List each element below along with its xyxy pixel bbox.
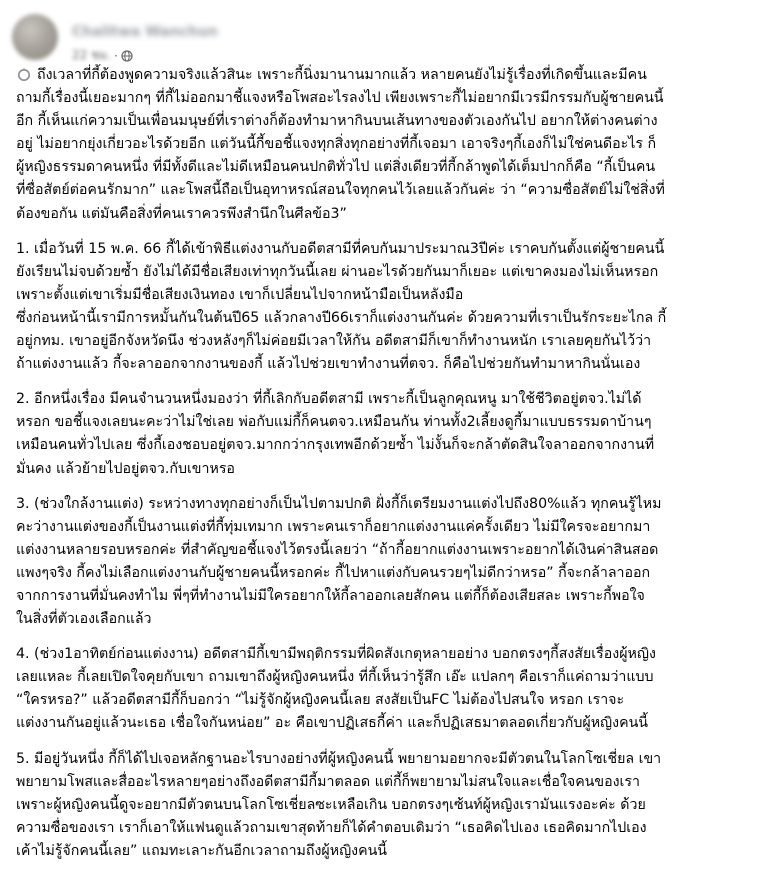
post-body xyxy=(16,64,748,875)
post-time[interactable]: 22 ชม. xyxy=(72,48,111,62)
post-line: 1. เมื่อวันที่ 15 พ.ค. 66 กี้ได้เข้าพิธีแต่งงานกับอดีตสามีที่คบกันมาประมาณ3ปีค่ะ เราคบกันตั้งแต่ผู้ชายคนนี้ xyxy=(16,240,665,257)
author-name[interactable]: Chalitwa Wanchun xyxy=(72,24,218,40)
post-meta xyxy=(72,46,133,65)
post-line: อยู่กทม. เขาอยู่อีกจังหวัดนึง ช่วงหลังๆก็ไม่ค่อยมีเวลาให้กัน อดีตสามีก็เขาก็ทำงานหนัก เราเลยคุยกันไว้ว่า xyxy=(16,333,652,350)
post-line: ที่ซื่อสัตย์ต่อคนรักมาก” และโพสนี้ถือเป็นอุทาหรณ์สอนใจทุกคนไว้เลยแล้วกันค่ะ ว่า “ความซื่อสัตย์ไม่ใช่สิ่งที่ xyxy=(16,182,665,199)
post-paragraph-3 xyxy=(16,493,748,632)
post-line: ผู้หญิงธรรมดาคนหนึ่ง ที่มีทั้งดีและไม่ดีเหมือนคนปกติทั่วไป แต่สิ่งเดียวที่กี้กล้าพูดได้เต็มปากก็คือ “กี้เป็นคน xyxy=(16,159,656,176)
post-line: แพงๆจริง กี้คงไม่เลือกแต่งงานกับผู้ชายคนนี้หรอกค่ะ กี้ไปหาแต่งกับคนรวยๆไม่ดีกว่าหรอ” กี้จะกล้าลาออก xyxy=(16,564,651,581)
post-line: หรอก ขอชี้แจงเลยนะคะว่าไม่ใช่เลย พ่อกับแม่กี้ก็คนตจว.เหมือนกัน ท่านทั้ง2เลี้ยงดูกี้มาแบบธรรมดาบ้านๆ xyxy=(16,414,652,431)
post-paragraph-intro xyxy=(16,64,748,226)
globe-icon[interactable] xyxy=(121,50,133,62)
post-line: เหมือนคนทั่วไปเลย ซึ่งกี้เองชอบอยู่ตจว.มากกว่ากรุงเทพอีกด้วยซ้ำ ไม่งั้นก็จะกล้าตัดสินใจลาออกจากงานที่ xyxy=(16,437,655,454)
post-line: เพราะตั้งแต่เขาเริ่มมีชื่อเสียงเงินทอง เขาก็เปลี่ยนไปจากหน้ามือเป็นหลังมือ xyxy=(16,286,464,303)
post-line: “ใครหรอ?” แล้วอดีตสามีกี้ก็บอกว่า “ไม่รู้จักผู้หญิงคนนี้เลย สงสัยเป็นFC ไม่ต้องไปสนใจ หรอก เราจะ xyxy=(16,692,625,709)
post-line: เพราะผู้หญิงคนนี้ดูจะอยากมีตัวตนบนโลกโซเชี่ยลซะเหลือเกิน บอกตรงๆเซ้นท์ผู้หญิงเรามันแรงอะค่ะ ด้วย xyxy=(16,796,646,813)
post-line: มั่นคง แล้วย้ายไปอยู่ตจว.กับเขาหรอ xyxy=(16,460,235,477)
post-line: จากการงานที่มั่นคงทำไม พี่ๆที่ทำงานไม่มีใครอยากให้กี้ลาออกเลยสักคน แต่กี้ก็ต้องเสียสละ เพราะกี้พอใจ xyxy=(16,587,645,604)
post-line: ซึ่งก่อนหน้านี้เรามีการหมั้นกันในต้นปี65 แล้วกลางปี66เราก็แต่งงานกันค่ะ ด้วยความที่เราเป็นรักระยะไกล กี้ xyxy=(16,309,667,326)
post-line: เลยแหละ กี้เลยเปิดใจคุยกับเขา ถามเขาถึงผู้หญิงคนหนึ่ง ที่กี้เห็นว่ารู้สึก เอ๊ะ แปลกๆ คือเราก็แค่ถามว่าแบบ xyxy=(16,669,654,686)
post-line: 3. (ช่วงใกล้งานแต่ง) ระหว่างทางทุกอย่างก็เป็นไปตามปกติ ฝั่งกี้ก็เตรียมงานแต่งไปถึง80%แล้ว ทุกคนรู้ไหม xyxy=(16,495,662,512)
post-line: แต่งงานหลายรอบหรอกค่ะ ที่สำคัญขอชี้แจงไว้ตรงนี้เลยว่า “ถ้ากี้อยากแต่งงานเพราะอยากได้เงินค่าสินสอด xyxy=(16,541,659,558)
post-line: ถ้าแต่งงานแล้ว กี้จะลาออกจากงานของกี้ แล้วไปช่วยเขาทำงานที่ตจว. ก็คือไปช่วยกันทำมาหากินนั่นเอง xyxy=(16,356,641,373)
meta-separator: · xyxy=(113,48,118,63)
post-paragraph-1 xyxy=(16,238,748,377)
post-paragraph-4 xyxy=(16,643,748,735)
post-line: ถึงเวลาที่กี้ต้องพูดความจริงแล้วสินะ เพราะกี้นิ่งมานานมากแล้ว หลายคนยังไม่รู้เรื่องที่เกิดขึ้นและมีคน xyxy=(16,64,748,87)
post-line: ต้องขอกัน แต่มันคือสิ่งที่คนเราควรพึงสำนึกในศีลข้อ3” xyxy=(16,205,347,222)
post-line: 5. มีอยู่วันหนึ่ง กี้ก็ได้ไปเจอหลักฐานอะไรบางอย่างที่ผู้หญิงคนนี้ พยายามอยากจะมีตัวตนในโลกโซเชี่ยล เขา xyxy=(16,750,662,767)
post-line: ถามกี้เรื่องนี้เยอะมากๆ ที่กี้ไม่ออกมาชี้แจงหรือโพสอะไรลงไป เพียงเพราะกี้ไม่อยากมีเวรมีกรรมกับผู้ชายคนนี้ xyxy=(16,90,664,107)
post-line: อยู่ ไม่อยากยุ่งเกี่ยวอะไรด้วยอีก แต่วันนี้กี้ขอชี้แจงทุกสิ่งทุกอย่างที่กี้เจอมา เอาจริงๆกี้เองก็ไม่ใช่คนดีอะไร ก็ xyxy=(16,136,657,153)
post-line: 2. อีกหนึ่งเรื่อง มีคนจำนวนหนึ่งมองว่า ที่กี้เลิกกับอดีตสามี เพราะกี้เป็นลูกคุณหนู มาใช้ชีวิตอยู่ตจว.ไม่ได้ xyxy=(16,391,642,408)
sparkle-icon xyxy=(16,66,32,82)
post-line: พยายามโพสและสื่ออะไรหลายๆอย่างถึงอดีตสามีกี้มาตลอด แต่กี้ก็พยายามไม่สนใจและเชื่อใจคนของเรา xyxy=(16,773,640,790)
post-line: อีก กี้เห็นแก่ความเป็นเพื่อนมนุษย์ที่เราต่างก็ต้องทำมาหากินบนเส้นทางของตัวเองกันไป อยากให้ต่างคนต่าง xyxy=(16,113,658,130)
post-header xyxy=(12,10,712,63)
post-line: แต่งงานกันอยู่แล้วนะเธอ เชื่อใจกันหน่อย” อะ คือเขาปฏิเสธกี้ค่า และก็ปฏิเสธมาตลอดเกี่ยวกับผู้หญิงคนนี้ xyxy=(16,715,648,732)
post-line: เค้าไม่รู้จักคนนี้เลย” แถมทะเลาะกันอีกเวลาถามถึงผู้หญิงคนนี้ xyxy=(16,842,387,859)
post-line: ความซื่อของเรา เราก็เอาให้แฟนดูแล้วถามเขาสุดท้ายก็ได้คำตอบเดิมว่า “เธอคิดไปเอง เธอคิดมากไปเอง xyxy=(16,819,647,836)
post-line: 4. (ช่วง1อาทิตย์ก่อนแต่งงาน) อดีตสามีกี้เขามีพฤติกรรมที่ผิดสังเกตุหลายอย่าง บอกตรงๆกี้สงสัยเรื่องผู้หญิง xyxy=(16,646,656,663)
avatar[interactable] xyxy=(12,14,58,60)
post-line: คะว่างานแต่งของกี้เป็นงานแต่งที่กี้ทุ่มเทมาก เพราะคนเราก็อยากแต่งงานแค่ครั้งเดียว ไม่มีใครจะอยากมา xyxy=(16,518,651,535)
post-paragraph-2 xyxy=(16,388,748,480)
post-line: ยังเรียนไม่จบด้วยซ้ำ ยังไม่ได้มีชื่อเสียงเท่าทุกวันนี้เลย ผ่านอะไรด้วยกันมาก็เยอะ แต่เขาคงมองไม่เห็นหรอก xyxy=(16,263,659,280)
post-paragraph-5 xyxy=(16,748,748,863)
post-line: ในสิ่งที่ตัวเองเลือกแล้ว xyxy=(16,611,152,628)
